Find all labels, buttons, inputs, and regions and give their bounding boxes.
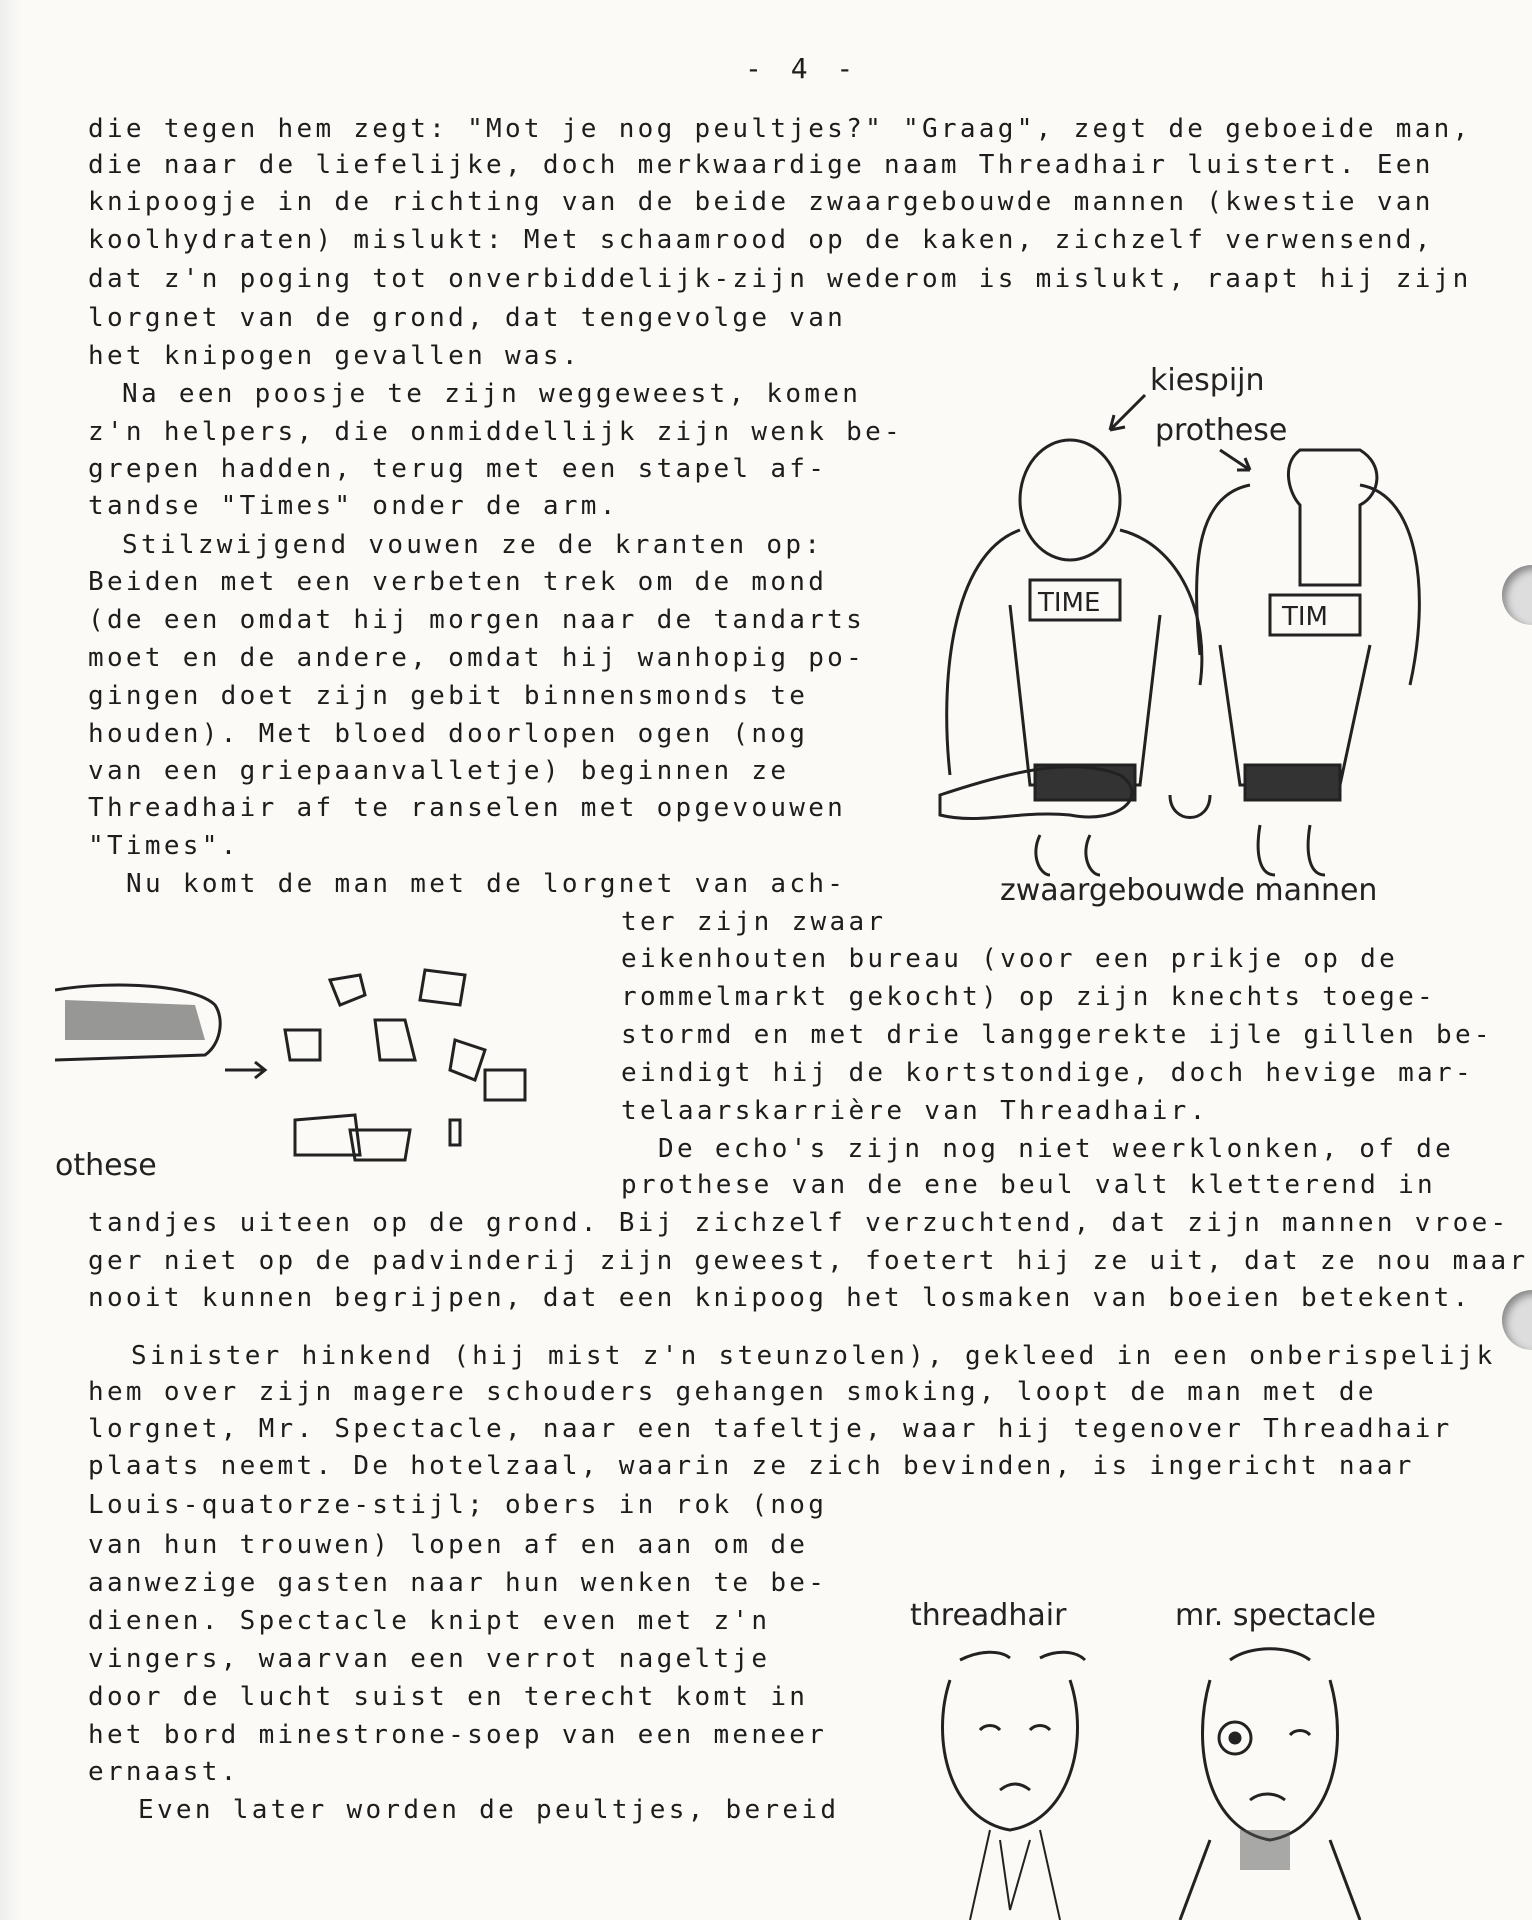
punch-hole bbox=[1502, 1290, 1532, 1350]
text-line: Na een poosje te zijn weggeweest, komen bbox=[122, 379, 862, 409]
text-line: Beiden met een verbeten trek om de mond bbox=[88, 567, 828, 597]
text-line: koolhydraten) mislukt: Met schaamrood op de kaken, zichzelf verwensend, bbox=[88, 225, 1434, 255]
text-line: moet en de andere, omdat hij wanhopig po- bbox=[88, 643, 866, 673]
text-line: aanwezige gasten naar hun wenken te be- bbox=[88, 1568, 828, 1598]
newspaper-left-label: TIME bbox=[1038, 588, 1101, 618]
text-line: "Times". bbox=[88, 831, 240, 861]
text-line: het bord minestrone-soep van een meneer bbox=[88, 1720, 828, 1750]
illustration-portraits bbox=[890, 1590, 1430, 1920]
illustration-denture-teeth bbox=[55, 960, 555, 1200]
text-line: eikenhouten bureau (voor een prikje op de bbox=[621, 944, 1399, 974]
text-line: ter zijn zwaar bbox=[621, 907, 887, 937]
text-line: door de lucht suist en terecht komt in bbox=[88, 1682, 809, 1712]
arrow-icon bbox=[1110, 395, 1145, 430]
label-kiespijn: kiespijn bbox=[1150, 363, 1265, 398]
caption-threadhair: threadhair bbox=[910, 1598, 1067, 1633]
punch-hole bbox=[1502, 565, 1532, 625]
caption-heavy-men: zwaargebouwde mannen bbox=[1000, 873, 1378, 908]
text-line: tandse "Times" onder de arm. bbox=[88, 491, 619, 521]
paper-edge bbox=[0, 0, 22, 1920]
arrow-icon bbox=[1220, 450, 1250, 470]
text-line: (de een omdat hij morgen naar de tandarts bbox=[88, 605, 866, 635]
text-line: ernaast. bbox=[88, 1757, 240, 1787]
text-line: die tegen hem zegt: "Mot je nog peultjes?" "Graag", zegt de geboeide man, bbox=[88, 114, 1472, 144]
text-line: lorgnet van de grond, dat tengevolge van bbox=[88, 303, 847, 333]
text-line: houden). Met bloed doorlopen ogen (nog bbox=[88, 719, 809, 749]
text-line: Nu komt de man met de lorgnet van ach- bbox=[126, 869, 847, 899]
text-line: van een griepaanvalletje) beginnen ze bbox=[88, 756, 790, 786]
text-line: tandjes uiteen op de grond. Bij zichzelf verzuchtend, dat zijn mannen vroe- bbox=[88, 1208, 1510, 1238]
text-line: Even later worden de peultjes, bereid bbox=[138, 1795, 840, 1825]
illustration-heavy-men bbox=[920, 355, 1480, 915]
text-line: dienen. Spectacle knipt even met z'n bbox=[88, 1606, 771, 1636]
text-line: vingers, waarvan een verrot nageltje bbox=[88, 1644, 771, 1674]
text-line: het knipogen gevallen was. bbox=[88, 341, 581, 371]
text-line: die naar de liefelijke, doch merkwaardige naam Threadhair luistert. Een bbox=[88, 150, 1434, 180]
label-prothese: prothese bbox=[1155, 413, 1288, 448]
text-line: grepen hadden, terug met een stapel af- bbox=[88, 454, 828, 484]
text-line: eindigt hij de kortstondige, doch hevige mar- bbox=[621, 1058, 1474, 1088]
text-line: Louis-quatorze-stijl; obers in rok (nog bbox=[88, 1490, 828, 1520]
text-line: telaarskarrière van Threadhair. bbox=[621, 1096, 1209, 1126]
text-line: hem over zijn magere schouders gehangen smoking, loopt de man met de bbox=[88, 1377, 1377, 1407]
text-line: plaats neemt. De hotelzaal, waarin ze zich bevinden, is ingericht naar bbox=[88, 1451, 1415, 1481]
text-line: dat z'n poging tot onverbiddelijk-zijn wederom is mislukt, raapt hij zijn bbox=[88, 264, 1472, 294]
text-line: Threadhair af te ranselen met opgevouwen bbox=[88, 793, 847, 823]
newspaper-right-label: TIM bbox=[1282, 602, 1328, 632]
text-line: prothese van de ene beul valt kletterend in bbox=[621, 1170, 1436, 1200]
text-line: rommelmarkt gekocht) op zijn knechts toege- bbox=[621, 982, 1436, 1012]
text-line: z'n helpers, die onmiddellijk zijn wenk be- bbox=[88, 417, 903, 447]
text-line: De echo's zijn nog niet weerklonken, of de bbox=[658, 1134, 1455, 1164]
text-line: knipoogje in de richting van de beide zwaargebouwde mannen (kwestie van bbox=[88, 187, 1434, 217]
text-line: stormd en met drie langgerekte ijle gillen be- bbox=[621, 1020, 1493, 1050]
text-line: van hun trouwen) lopen af en aan om de bbox=[88, 1530, 809, 1560]
caption-mr-spectacle: mr. spectacle bbox=[1175, 1598, 1376, 1633]
text-line: gingen doet zijn gebit binnensmonds te bbox=[88, 681, 809, 711]
text-line: Sinister hinkend (hij mist z'n steunzolen), gekleed in een onberispelijk bbox=[131, 1341, 1496, 1371]
page-number: - 4 - bbox=[745, 52, 860, 85]
text-line: lorgnet, Mr. Spectacle, naar een tafeltje, waar hij tegenover Threadhair bbox=[88, 1414, 1453, 1444]
text-line: ger niet op de padvinderij zijn geweest, foetert hij ze uit, dat ze nou maar bbox=[88, 1246, 1529, 1276]
caption-prothese-cropped: othese bbox=[55, 1148, 157, 1183]
text-line: Stilzwijgend vouwen ze de kranten op: bbox=[122, 530, 824, 560]
text-line: nooit kunnen begrijpen, dat een knipoog het losmaken van boeien betekent. bbox=[88, 1283, 1472, 1313]
